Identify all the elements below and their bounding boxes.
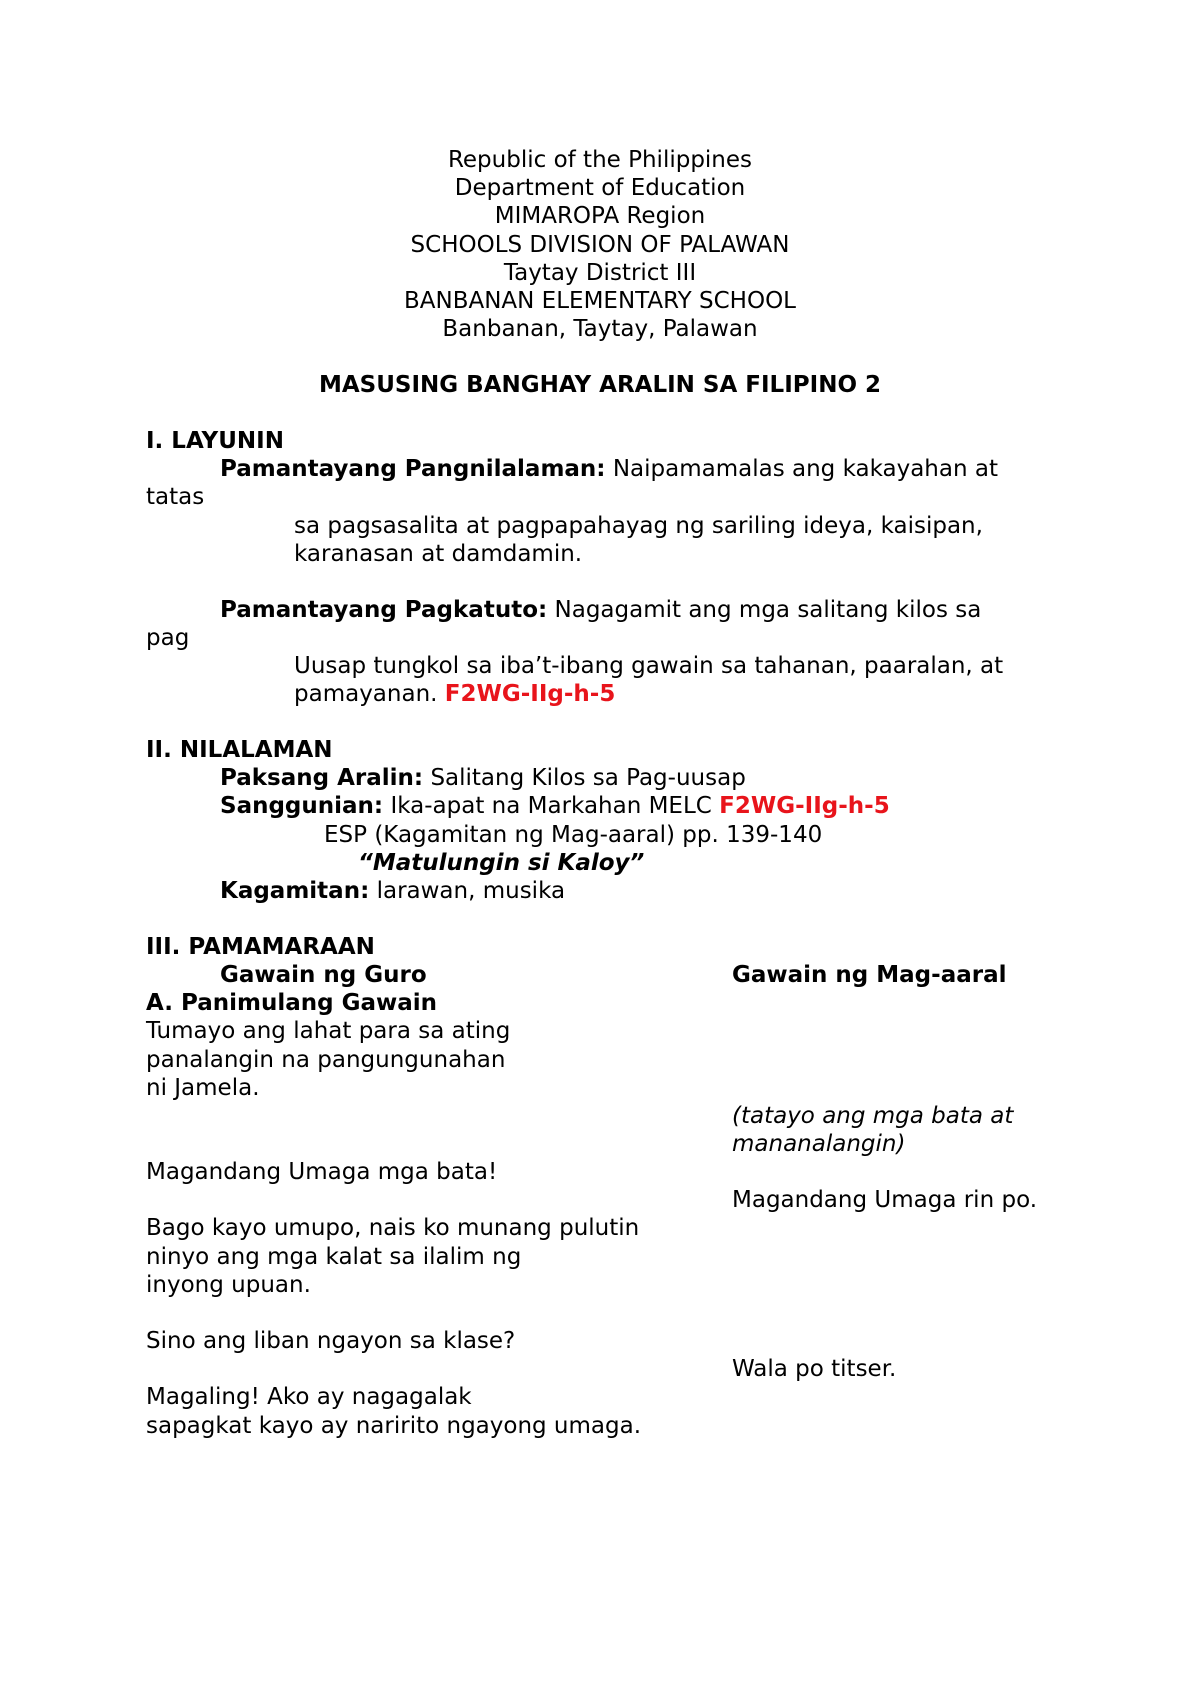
header-republic: Republic of the Philippines (447, 147, 753, 173)
pangnilalaman-cont-1: sa pagsasalita at pagpapahayag ng sariling ideya, kaisipan, (294, 513, 983, 539)
pagkatuto-text-end: pamayanan. (294, 681, 438, 707)
header-district: Taytay District III (503, 260, 697, 286)
guro-attendance: Sino ang liban ngayon sa klase? (146, 1328, 516, 1354)
guro-cleanup-line-1: Bago kayo umupo, nais ko munang pulutin (146, 1215, 640, 1241)
competency-code: F2WG-IIg-h-5 (444, 681, 616, 707)
guro-cleanup-line-2: ninyo ang mga kalat sa ilalim ng (146, 1244, 522, 1270)
pangnilalaman-text: Naipamamalas ang kakayahan at (612, 456, 998, 482)
guro-praise-line-1: Magaling! Ako ay nagagalak (146, 1384, 472, 1410)
section-layunin-heading: I. LAYUNIN (146, 428, 284, 454)
pagkatuto-line (220, 595, 981, 625)
guro-prayer-line-3: ni Jamela. (146, 1075, 260, 1101)
guro-greeting: Magandang Umaga mga bata! (146, 1159, 498, 1185)
sanggunian-line (220, 791, 890, 821)
paksa-line (220, 763, 746, 793)
magaaral-greeting: Magandang Umaga rin po. (732, 1187, 1038, 1213)
pangnilalaman-wrap: tatas (146, 484, 205, 510)
guro-cleanup-line-3: inyong upuan. (146, 1272, 311, 1298)
sanggunian-label: Sanggunian: (220, 793, 384, 819)
pagkatuto-cont-1: Uusap tungkol sa iba’t-ibang gawain sa tahanan, paaralan, at (294, 653, 1004, 679)
header-department: Department of Education (454, 175, 746, 201)
header-school: BANBANAN ELEMENTARY SCHOOL (404, 288, 796, 314)
magaaral-prayer-line-1: (tatayo ang mga bata at (732, 1103, 1014, 1129)
header-region: MIMAROPA Region (494, 203, 706, 229)
section-pamamaraan-heading: III. PAMAMARAAN (146, 934, 375, 960)
sanggunian-text: Ika-apat na Markahan MELC (390, 793, 712, 819)
pagkatuto-wrap: pag (146, 625, 190, 651)
header-address: Banbanan, Taytay, Palawan (442, 316, 758, 342)
column-header-guro: Gawain ng Guro (220, 962, 427, 988)
esp-reference: ESP (Kagamitan ng Mag-aaral) pp. 139-140 (324, 822, 823, 848)
pangnilalaman-line (220, 454, 998, 484)
section-nilalaman-heading: II. NILALAMAN (146, 737, 333, 763)
pangnilalaman-label: Pamantayang Pangnilalaman: (220, 456, 606, 482)
guro-prayer-line-1: Tumayo ang lahat para sa ating (146, 1018, 511, 1044)
subsection-panimulang-gawain: A. Panimulang Gawain (146, 990, 438, 1016)
guro-prayer-line-2: panalangin na pangungunahan (146, 1047, 506, 1073)
pagkatuto-label: Pamantayang Pagkatuto: (220, 597, 548, 623)
paksa-text: Salitang Kilos sa Pag-uusap (430, 765, 746, 791)
pagkatuto-cont-2 (294, 679, 615, 709)
magaaral-prayer-line-2: mananalangin) (732, 1131, 906, 1157)
kagamitan-text: larawan, musika (376, 878, 566, 904)
sanggunian-code: F2WG-IIg-h-5 (719, 793, 890, 819)
header-division: SCHOOLS DIVISION OF PALAWAN (410, 232, 790, 258)
paksa-label: Paksang Aralin: (220, 765, 424, 791)
pangnilalaman-cont-2: karanasan at damdamin. (294, 541, 583, 567)
magaaral-attendance: Wala po titser. (732, 1356, 897, 1382)
kagamitan-line (220, 876, 565, 906)
story-title: “Matulungin si Kaloy” (358, 850, 645, 876)
column-header-magaaral: Gawain ng Mag-aaral (732, 962, 1007, 988)
guro-praise-line-2: sapagkat kayo ay naririto ngayong umaga. (146, 1413, 642, 1439)
pagkatuto-text: Nagagamit ang mga salitang kilos sa (554, 597, 982, 623)
kagamitan-label: Kagamitan: (220, 878, 370, 904)
page-title: MASUSING BANGHAY ARALIN SA FILIPINO 2 (318, 372, 882, 398)
